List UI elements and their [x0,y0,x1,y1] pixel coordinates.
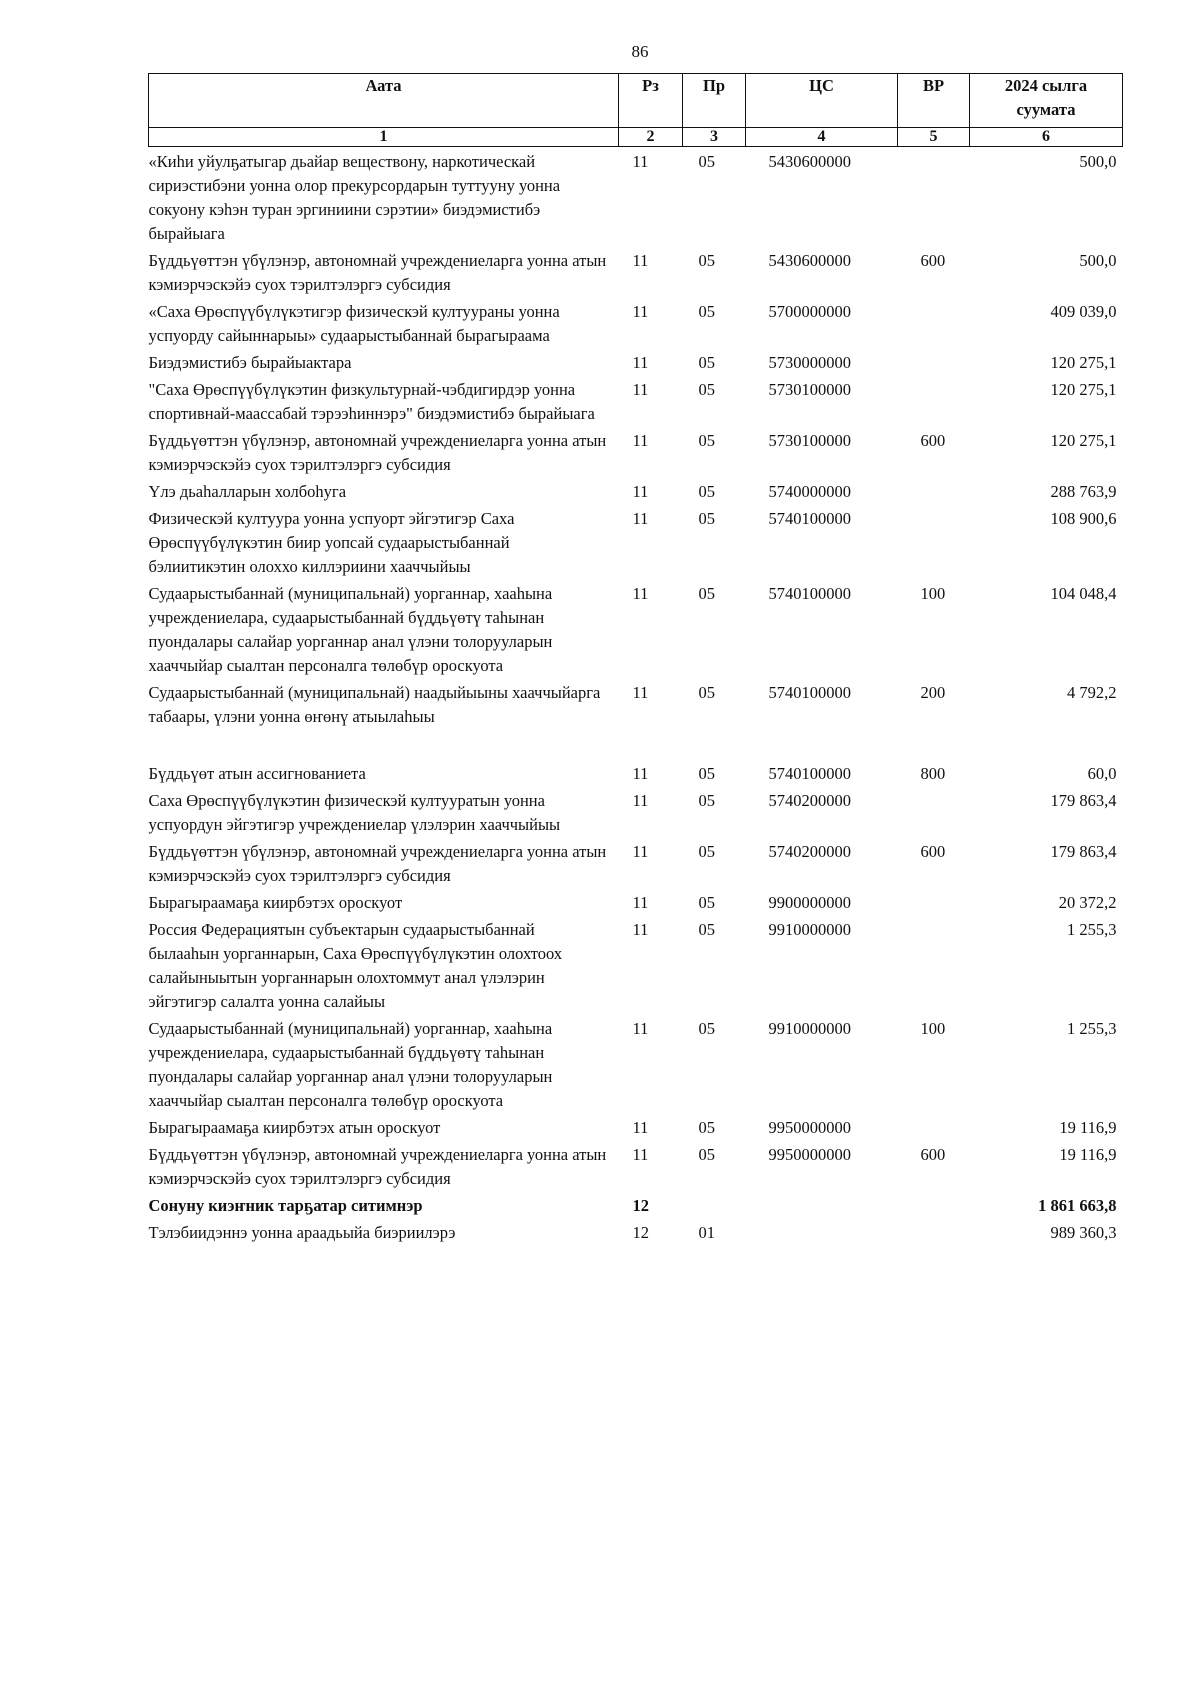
table-row [149,477,1123,504]
table-row [149,678,1123,759]
row-rz-cell: 11 [632,431,649,450]
row-sum-cell: 1 255,3 [1067,920,1117,939]
row-name-cell: Бүддьүөттэн үбүлэнэр, автономнай учреждениеларга уонна атын кэмиэрчэскэйэ суох тэрилтэлэргэ субсидия [148,431,607,474]
table-row [149,246,1123,297]
row-cs-cell [746,1218,898,1245]
row-vr-cell: 600 [920,431,946,450]
row-name-cell: Биэдэмистибэ бырайыактара [148,353,352,372]
row-rz-cell: 11 [632,842,649,861]
row-sum-cell: 120 275,1 [1050,431,1117,450]
column-number: 4 [746,128,898,147]
header-sum-line2: суумата [1016,100,1076,119]
row-name-cell: «Киhи уйулҕатыгар дьайар веществону, наркотическай сириэстибэни уонна олор прекурсордарын туттууну уонна сокуону кэhэн туран эргиниини сэрэтии» биэдэмистибэ бырайыага [148,152,561,243]
row-pr-cell: 05 [698,509,715,528]
row-sum-cell: 60,0 [1087,764,1117,783]
row-cs-cell: 5740200000 [768,842,851,861]
column-number-row [149,128,1123,147]
row-vr-cell: 100 [920,584,946,603]
row-pr-cell: 05 [698,152,715,171]
page-number: 86 [631,42,649,61]
table-row [149,348,1123,375]
row-sum-cell: 104 048,4 [1050,584,1117,603]
row-pr-cell: 05 [698,893,715,912]
row-sum-cell: 19 116,9 [1059,1145,1117,1164]
row-sum-cell: 500,0 [1079,152,1117,171]
row-cs-cell: 9910000000 [768,1019,851,1038]
row-rz-cell: 11 [632,251,649,270]
header-pr: Пр [683,74,746,128]
row-sum-cell: 179 863,4 [1050,791,1117,810]
row-vr-cell: 800 [920,764,946,783]
row-vr-cell: 200 [920,683,946,702]
row-name-cell: Бүддьүөттэн үбүлэнэр, автономнай учреждениеларга уонна атын кэмиэрчэскэйэ суох тэрилтэлэргэ субсидия [148,1145,607,1188]
row-sum-cell: 288 763,9 [1050,482,1117,501]
row-sum-cell: 1 861 663,8 [1038,1196,1117,1215]
row-pr-cell: 05 [698,842,715,861]
row-rz-cell: 11 [632,893,649,912]
row-vr-cell [898,147,970,247]
row-cs-cell: 5430600000 [768,251,851,270]
row-cs-cell: 9900000000 [768,893,851,912]
row-pr-cell: 05 [698,764,715,783]
row-rz-cell: 11 [632,584,649,603]
row-rz-cell: 11 [632,791,649,810]
table-row [149,759,1123,786]
row-pr-cell: 05 [698,584,715,603]
row-rz-cell: 11 [632,1145,649,1164]
row-rz-cell: 12 [632,1223,649,1242]
row-pr-cell: 05 [698,302,715,321]
table-header-row [149,74,1123,128]
table-row [149,1140,1123,1191]
table-row [149,375,1123,426]
row-cs-cell: 5430600000 [768,152,851,171]
table-row [149,579,1123,678]
table-row [149,147,1123,247]
row-rz-cell: 11 [632,683,649,702]
column-number: 3 [683,128,746,147]
row-name-cell: Бүддьүөттэн үбүлэнэр, автономнай учреждениеларга уонна атын кэмиэрчэскэйэ суох тэрилтэлэргэ субсидия [148,251,607,294]
row-name-cell: Бүддьүөттэн үбүлэнэр, автономнай учреждениеларга уонна атын кэмиэрчэскэйэ суох тэрилтэлэргэ субсидия [148,842,607,885]
row-name-cell: Бырагыраамаҕа киирбэтэх атын ороскуот [148,1118,441,1137]
row-sum-cell: 500,0 [1079,251,1117,270]
row-cs-cell: 5740200000 [768,791,851,810]
row-name-cell: "Саха Өрөспүүбүлүкэтин физкультурнай-чэбдигирдэр уонна спортивнай-маассабай тэрээhиннэрэ" биэдэмистибэ бырайыага [148,380,595,423]
table-row [149,426,1123,477]
row-name-cell: Бүддьүөт атын ассигнованиета [148,764,366,783]
row-name-cell: Россия Федерациятын субъектарын судаарыстыбаннай былааhын уорганнарын, Саха Өрөспүүбүлүкэтин олохтоох салайыныытын уорганнарын олохтоммут анал үлэлэрин эйгэтигэр салалта уонна салайыы [148,920,563,1011]
row-sum-cell: 108 900,6 [1050,509,1117,528]
row-vr-cell: 100 [920,1019,946,1038]
row-vr-cell [898,786,970,837]
table-row [149,1014,1123,1113]
row-vr-cell [898,477,970,504]
table-row [149,504,1123,579]
row-cs-cell: 5740100000 [768,683,851,702]
row-cs-cell: 5740100000 [768,584,851,603]
row-cs-cell: 9910000000 [768,920,851,939]
row-name-cell: Тэлэбиидэннэ уонна араадьыйа биэриилэрэ [148,1223,456,1242]
row-cs-cell: 5700000000 [768,302,851,321]
table-body [149,147,1123,1246]
table-row [149,1218,1123,1245]
row-cs-cell [746,1191,898,1218]
header-cs: ЦС [746,74,898,128]
row-pr-cell: 05 [698,251,715,270]
row-cs-cell: 5730100000 [768,431,851,450]
row-sum-cell: 20 372,2 [1058,893,1117,912]
row-pr-cell: 05 [698,1019,715,1038]
row-vr-cell [898,888,970,915]
row-sum-cell: 989 360,3 [1050,1223,1117,1242]
row-sum-cell: 179 863,4 [1050,842,1117,861]
row-vr-cell: 600 [920,1145,946,1164]
row-pr-cell: 05 [698,380,715,399]
row-cs-cell: 5740000000 [768,482,851,501]
row-rz-cell: 11 [632,1118,649,1137]
row-rz-cell: 11 [632,482,649,501]
table-row [149,888,1123,915]
row-rz-cell: 11 [632,1019,649,1038]
row-pr-cell: 05 [698,353,715,372]
row-rz-cell: 11 [632,380,649,399]
row-rz-cell: 11 [632,353,649,372]
row-cs-cell: 9950000000 [768,1118,851,1137]
table-row [149,915,1123,1014]
row-rz-cell: 11 [632,509,649,528]
table-row [149,297,1123,348]
row-name-cell: Судаарыстыбаннай (муниципальнай) уорганнар, хааhына учреждениелара, судаарыстыбаннай бүддьүөтү таhынан пуондалары салайар уорганнар анал үлэни толорууларын хааччыйар сыалтан персоналга төлөбүр ороскуота [148,584,553,675]
row-name-cell: Саха Өрөспүүбүлүкэтин физическэй култууратын уонна успуордун эйгэтигэр учреждениелар үлэлэрин хааччыйыы [148,791,561,834]
row-name-cell: Физическэй култуура уонна успуорт эйгэтигэр Саха Өрөспүүбүлүкэтин биир уопсай судаарыстыбаннай бэлиитикэтин олоххо киллэриини хааччыйыы [148,509,515,576]
row-sum-cell: 4 792,2 [1067,683,1117,702]
row-cs-cell: 5740100000 [768,509,851,528]
column-number: 2 [619,128,683,147]
row-pr-cell [683,1191,746,1218]
row-sum-cell: 19 116,9 [1059,1118,1117,1137]
row-pr-cell: 05 [698,683,715,702]
row-name-cell: Судаарыстыбаннай (муниципальнай) наадыйыыны хааччыйарга табаары, үлэни уонна өҥөнү атыылаhыы [148,683,601,726]
row-name-cell: «Саха Өрөспүүбүлүкэтигэр физическэй култуураны уонна успуорду сайыннарыы» судаарыстыбаннай бырагыраама [148,302,560,345]
table-row [149,837,1123,888]
row-pr-cell: 05 [698,1118,715,1137]
row-vr-cell [898,504,970,579]
column-number: 6 [970,128,1123,147]
row-sum-cell: 120 275,1 [1050,380,1117,399]
row-pr-cell: 05 [698,920,715,939]
row-rz-cell: 11 [632,920,649,939]
row-vr-cell [898,915,970,1014]
table-row [149,786,1123,837]
row-vr-cell [898,1191,970,1218]
row-name-cell: Үлэ дьаhалларын холбоhуга [148,482,347,501]
row-cs-cell: 5740100000 [768,764,851,783]
row-pr-cell: 05 [698,431,715,450]
row-name-cell: Бырагыраамаҕа киирбэтэх ороскуот [148,893,403,912]
row-pr-cell: 05 [698,791,715,810]
header-sum [970,74,1123,128]
row-name-cell: Сонуну киэҥник тарҕатар ситимнэр [148,1196,423,1215]
row-vr-cell [898,1218,970,1245]
row-cs-cell: 5730000000 [768,353,851,372]
row-pr-cell: 01 [698,1223,715,1242]
row-name-cell: Судаарыстыбаннай (муниципальнай) уорганнар, хааhына учреждениелара, судаарыстыбаннай бүддьүөтү таhынан пуондалары салайар уорганнар анал үлэни толорууларын хааччыйар сыалтан персоналга төлөбүр ороскуота [148,1019,553,1110]
row-vr-cell: 600 [920,251,946,270]
column-number: 5 [898,128,970,147]
row-vr-cell: 600 [920,842,946,861]
budget-table [148,73,1123,1245]
row-pr-cell: 05 [698,1145,715,1164]
column-number: 1 [149,128,619,147]
row-sum-cell: 1 255,3 [1067,1019,1117,1038]
row-vr-cell [898,297,970,348]
header-name: Аата [149,74,619,128]
header-rz: Рз [619,74,683,128]
row-sum-cell: 409 039,0 [1050,302,1117,321]
header-vr: ВР [898,74,970,128]
row-pr-cell: 05 [698,482,715,501]
row-rz-cell: 11 [632,152,649,171]
row-rz-cell: 11 [632,302,649,321]
table-row [149,1191,1123,1218]
row-rz-cell: 12 [632,1196,649,1215]
row-sum-cell: 120 275,1 [1050,353,1117,372]
row-cs-cell: 9950000000 [768,1145,851,1164]
row-rz-cell: 11 [632,764,649,783]
row-vr-cell [898,348,970,375]
row-cs-cell: 5730100000 [768,380,851,399]
table-row [149,1113,1123,1140]
row-vr-cell [898,375,970,426]
row-vr-cell [898,1113,970,1140]
header-sum-line1: 2024 сылга [1004,76,1088,95]
